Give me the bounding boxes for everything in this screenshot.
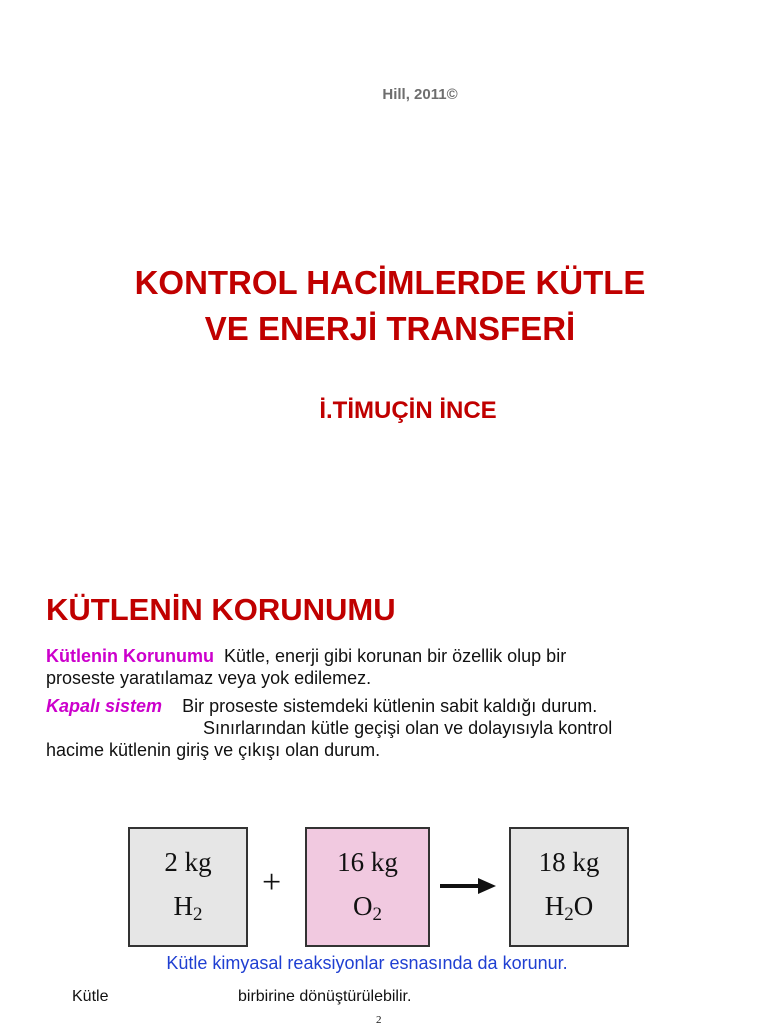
footer-text-right: birbirine dönüştürülebilir. [238,988,412,1005]
page-title [0,260,768,352]
box-hydrogen-mass: 2 kg [164,847,212,877]
box-water-formula: $H_2O$ [544,891,594,925]
box-water [509,827,629,947]
title-line-1: KONTROL HACİMLERDE KÜTLE [134,264,646,301]
box-oxygen-formula: $O_2$ [353,891,382,925]
p1-line-1: Kütle, enerji gibi korunan bir özellik olup bir [224,646,567,666]
p1-line-2: proseste yaratılamaz veya yok edilemez. [46,668,372,688]
footer-fragment: 2 [376,1014,382,1026]
p2-line-2: Sınırlarından kütle geçişi olan ve dolayısıyla kontrol [203,718,613,738]
p2-line-3: hacime kütlenin giriş ve çıkışı olan durum. [46,740,381,760]
paragraph-closed-system [46,695,612,761]
box-hydrogen-formula: $H_2$ [173,891,203,925]
arrow-right-icon [438,874,498,898]
footer-text-left: Kütle [72,988,109,1005]
copyright-credit: Hill, 2011© [382,86,458,103]
box-water-mass: 18 kg [538,847,600,877]
box-oxygen-mass: 16 kg [337,847,398,877]
author-name: İ.TİMUÇİN İNCE [319,397,497,424]
paragraph-mass-conservation [46,645,566,689]
section-heading: KÜTLENİN KORUNUMU [46,592,396,627]
term-closed-system: Kapalı sistem [46,696,163,716]
plus-sign: + [262,864,282,901]
figure-caption: Kütle kimyasal reaksiyonlar esnasında da korunur. [166,953,568,973]
title-line-2: VE ENERJİ TRANSFERİ [204,310,576,347]
box-hydrogen [128,827,248,947]
box-oxygen [305,827,430,947]
term-mass-conservation: Kütlenin Korunumu [46,646,214,666]
p2-line-1: Bir proseste sistemdeki kütlenin sabit kaldığı durum. [182,696,598,716]
